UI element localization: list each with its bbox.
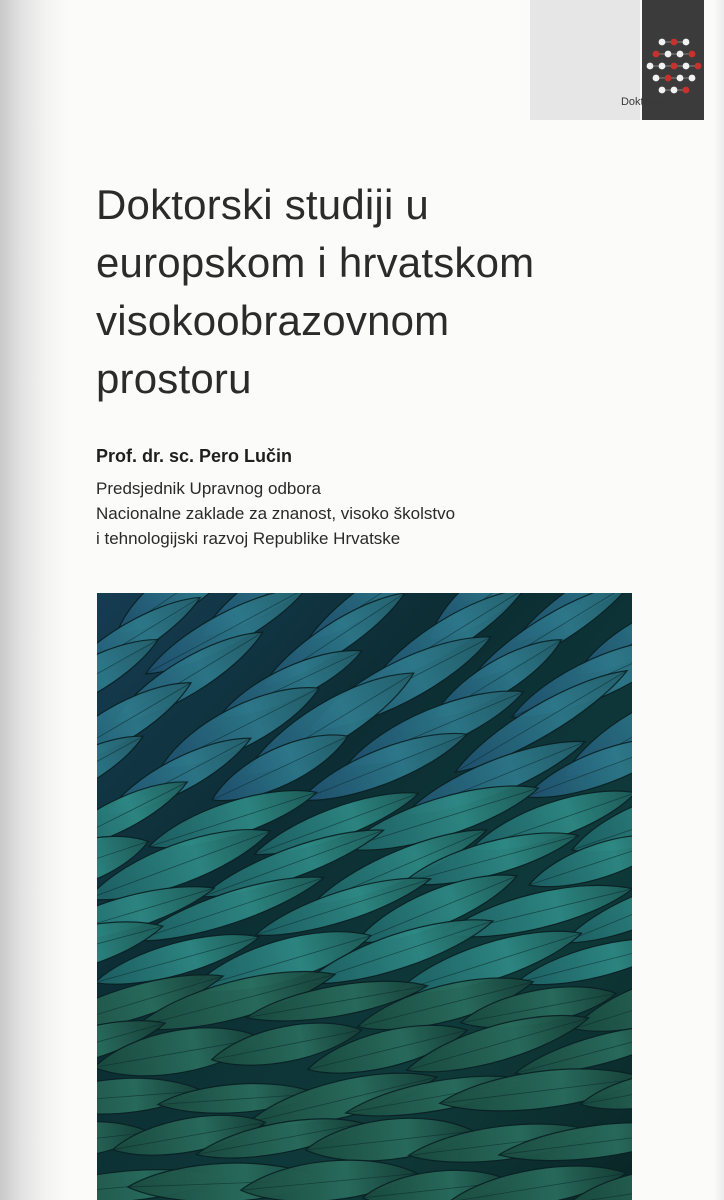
article-title (96, 176, 686, 408)
affiliation-line: Nacionalne zaklade za znanost, visoko školstvo (96, 504, 456, 523)
series-label: Doktorski studiji (620, 96, 698, 108)
feather-pattern (97, 593, 632, 1200)
affiliation-line: Predsjednik Upravnog odbora (96, 479, 321, 498)
page-edge (714, 0, 724, 1200)
title-line: prostoru (96, 355, 252, 402)
series-logo-block (620, 0, 704, 120)
title-line: Doktorski studiji u (96, 181, 429, 228)
author-name: Prof. dr. sc. Pero Lučin (96, 446, 293, 466)
author-affiliation (96, 476, 656, 551)
peacock-feathers-photo (97, 593, 632, 1200)
title-line: europskom i hrvatskom (96, 239, 535, 286)
book-gutter-shadow (0, 0, 70, 1200)
affiliation-line: i tehnologijski razvoj Republike Hrvatske (96, 529, 401, 548)
molecule-lattice-icon (644, 34, 704, 104)
title-line: visokoobrazovnom (96, 297, 450, 344)
